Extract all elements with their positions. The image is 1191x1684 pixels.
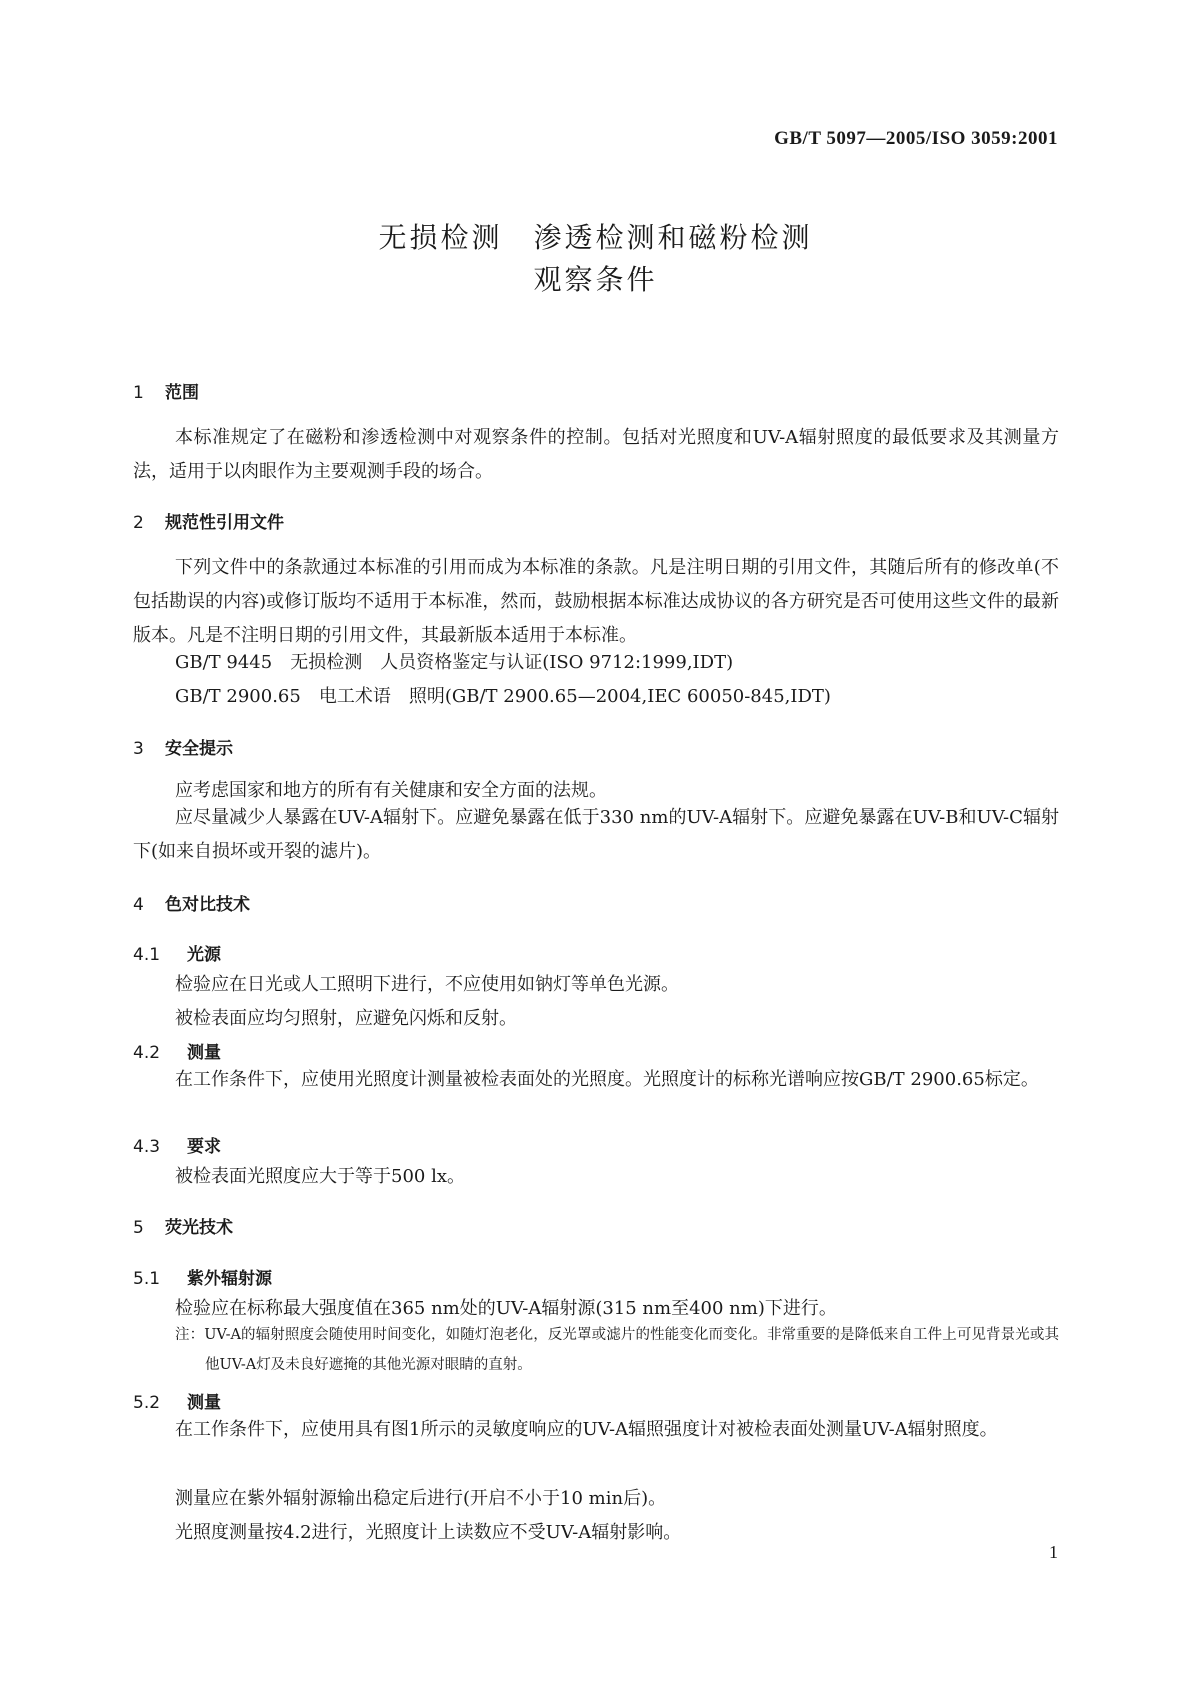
section-title: 规范性引用文件 [165,513,284,533]
section-number: 1 [133,383,144,403]
section-5-1-note: 注：UV-A的辐射照度会随使用时间变化，如随灯泡老化，反光罩或滤片的性能变化而变化。非常重要的是降低来自工件上可见背景光或其他UV-A灯及未良好遮掩的其他光源对眼睛的直射。 [175,1327,1059,1373]
subsection-title: 光源 [187,945,221,965]
section-4-2-heading [133,1038,221,1063]
section-5-2-paragraph: 在工作条件下，应使用具有图1所示的灵敏度响应的UV-A辐照强度计对被检表面处测量UV-A辐射照度。 [175,1419,998,1440]
document-title: 无损检测 渗透检测和磁粉检测 [378,221,813,254]
section-4-1-line-1: 检验应在日光或人工照明下进行，不应使用如钠灯等单色光源。 [175,974,679,995]
reference-gbt-9445: GB/T 9445 无损检测 人员资格鉴定与认证(ISO 9712:1999,IDT) [175,652,734,673]
subsection-number: 4.2 [133,1043,161,1063]
section-4-3-line-1: 被检表面光照度应大于等于500 lx。 [175,1166,465,1187]
section-4-1-line-2: 被检表面应均匀照射，应避免闪烁和反射。 [175,1008,517,1029]
reference-gbt-2900-65: GB/T 2900.65 电工术语 照明(GB/T 2900.65—2004,IEC 60050-845,IDT) [175,686,831,707]
section-title: 荧光技术 [165,1218,233,1238]
section-number: 3 [133,739,144,759]
section-5-2-line-1: 测量应在紫外辐射源输出稳定后进行(开启不小于10 min后)。 [175,1488,667,1509]
subsection-title: 紫外辐射源 [187,1269,272,1289]
section-4-2-paragraph: 在工作条件下，应使用光照度计测量被检表面处的光照度。光照度计的标称光谱响应按GB/T 2900.65标定。 [175,1069,1039,1090]
section-1-paragraph: 本标准规定了在磁粉和渗透检测中对观察条件的控制。包括对光照度和UV-A辐射照度的最低要求及其测量方法，适用于以肉眼作为主要观测手段的场合。 [133,427,1059,482]
section-5-heading [133,1213,233,1238]
subsection-title: 要求 [187,1137,221,1157]
standard-number: GB/T 5097—2005/ISO 3059:2001 [774,128,1058,149]
page-number: 1 [1049,1542,1058,1562]
section-number: 5 [133,1218,144,1238]
section-4-3-heading [133,1132,221,1157]
section-number: 4 [133,895,144,915]
section-4-heading [133,890,250,915]
section-2-heading [133,508,284,533]
section-5-1-heading [133,1264,272,1289]
section-5-2-heading [133,1388,221,1413]
subsection-title: 测量 [187,1043,221,1063]
section-3-paragraph-1: 应考虑国家和地方的所有有关健康和安全方面的法规。 [175,780,607,801]
section-3-heading [133,734,233,759]
document-subtitle: 观察条件 [533,263,658,296]
section-title: 范围 [165,383,199,403]
section-2-paragraph: 下列文件中的条款通过本标准的引用而成为本标准的条款。凡是注明日期的引用文件，其随后所有的修改单(不包括勘误的内容)或修订版均不适用于本标准，然而，鼓励根据本标准达成协议的各方研究是否可使用这些文件的最新版本。凡是不注明日期的引用文件，其最新版本适用于本标准。 [133,557,1059,646]
section-4-1-heading [133,940,221,965]
subsection-number: 4.3 [133,1137,161,1157]
section-3-paragraph-2: 应尽量减少人暴露在UV-A辐射下。应避免暴露在低于330 nm的UV-A辐射下。应避免暴露在UV-B和UV-C辐射下(如来自损坏或开裂的滤片)。 [133,807,1059,862]
subsection-number: 5.1 [133,1269,161,1289]
section-title: 色对比技术 [165,895,250,915]
section-1-heading [133,378,199,403]
subsection-number: 5.2 [133,1393,161,1413]
section-number: 2 [133,513,144,533]
section-5-1-line-1: 检验应在标称最大强度值在365 nm处的UV-A辐射源(315 nm至400 nm)下进行。 [175,1298,837,1319]
section-5-2-line-2: 光照度测量按4.2进行，光照度计上读数应不受UV-A辐射影响。 [175,1522,682,1543]
section-title: 安全提示 [165,739,233,759]
subsection-number: 4.1 [133,945,161,965]
subsection-title: 测量 [187,1393,221,1413]
